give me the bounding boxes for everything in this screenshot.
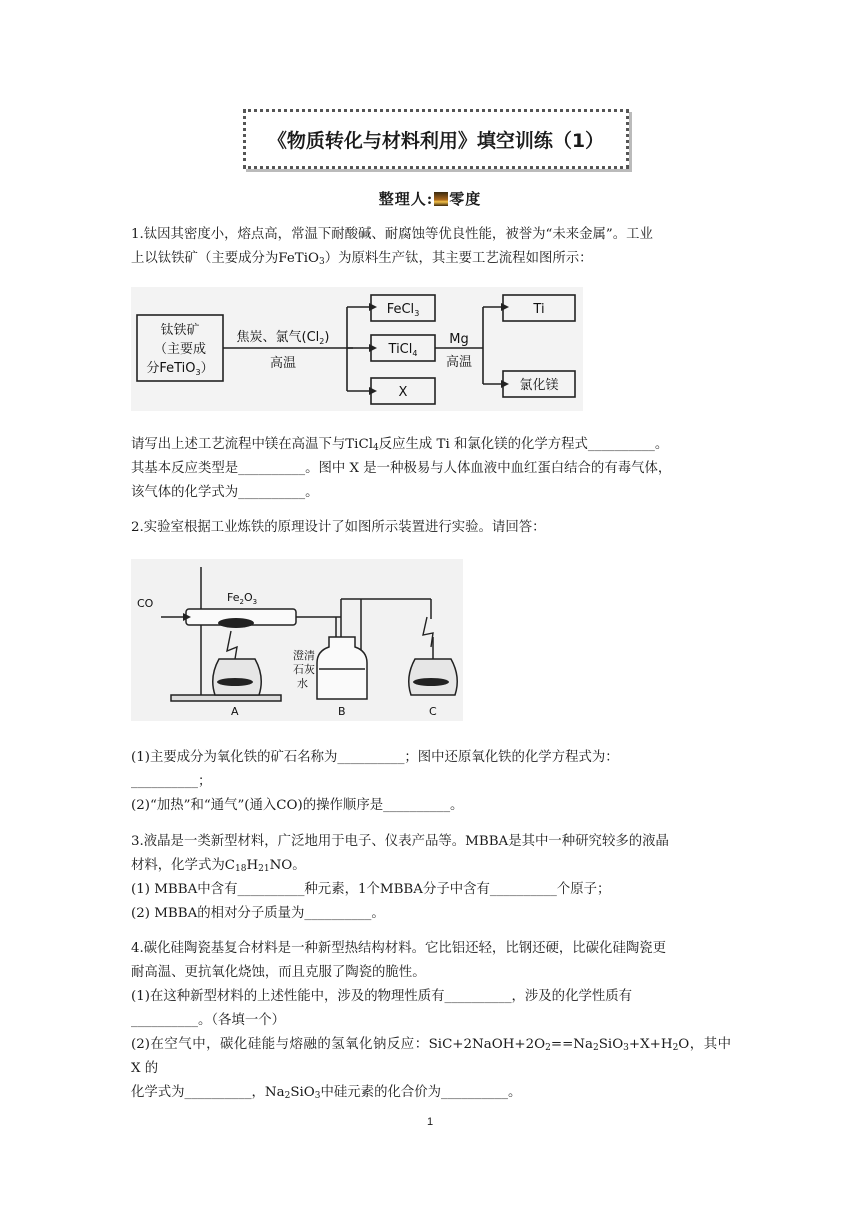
q4-intro-line-1: 4.碳化硅陶瓷基复合材料是一种新型热结构材料。它比铝还轻，比钢还硬，比碳化硅陶瓷更 [131,941,667,956]
q1-question-1 [131,433,731,457]
q1-sub: 3 [318,257,325,267]
source-label-1: 钛铁矿 [160,323,200,338]
reagent-condition: 高温 [269,356,297,371]
page-number: 1 [426,1116,434,1128]
output-ti: Ti [533,302,545,317]
label-a: A [231,705,239,718]
q3-intro-text-end: NO。 [269,858,306,873]
q4-q2b-1: 化学式为__________，Na [131,1085,285,1100]
q1-intro [131,223,731,271]
q3-h: H [246,858,259,873]
limewater-label-2: 石灰 [293,663,315,676]
q4-eq-2: ==Na [550,1037,593,1052]
q2-apparatus-diagram [131,559,463,721]
q4-question-1: (1)在这种新型材料的上述性能中，涉及的物理性质有__________，涉及的化学性质有 [131,989,633,1004]
limewater-label-3: 水 [297,677,308,690]
q4-eq-3: SiO [598,1037,624,1052]
source-label-2: （主要成 [153,342,207,357]
source-label-3: 分FeTiO$_3$） [146,361,214,377]
q4-question-2-cont [131,1081,731,1105]
q3-intro-line-1: 3.液晶是一类新型材料，广泛地用于电子、仪表产品等。MBBA是其中一种研究较多的液晶 [131,834,669,849]
mg-condition: 高温 [445,355,473,370]
q3-intro-text: 材料，化学式为C [131,858,235,873]
q1-q1-text-end: 反应生成 Ti 和氯化镁的化学方程式__________。 [378,437,669,452]
q3-block [131,830,731,926]
q4-q2b-sub-2: 3 [314,1091,321,1101]
label-b: B [338,705,346,718]
author-line [0,188,860,209]
q4-block [131,937,731,1105]
q4-eq-sub-4: 2 [672,1043,679,1053]
product-x: X [398,385,408,400]
q4-eq-1: (2)在空气中，碳化硅能与熔融的氢氧化钠反应：SiC+2NaOH+2O [131,1037,546,1052]
q2-intro-line: 2.实验室根据工业炼铁的原理设计了如图所示装置进行实验。请回答： [131,520,546,535]
q4-eq-4: +X+H [628,1037,673,1052]
q4-eq-sub-3: 3 [623,1043,629,1053]
q3-question-1: (1) MBBA中含有__________种元素，1个MBBA分子中含有__________个原子； [131,882,611,897]
title-text: 《物质转化与材料利用》填空训练（1） [267,129,605,152]
q4-eq-sub-2: 2 [593,1043,599,1053]
q1-q1-text: 请写出上述工艺流程中镁在高温下与TiCl [131,437,373,452]
q4-eq-5: O，其中 X 的 [131,1037,731,1076]
q1-q1-sub: 4 [373,443,379,453]
product-fecl3: FeCl$_3$ [386,302,420,318]
q3-sub-2: 21 [258,864,270,874]
author-label: 整理人: [378,190,434,208]
author-name: 零度 [449,190,482,208]
product-ticl4: TiCl$_4$ [388,342,418,358]
co-label: CO [137,597,154,610]
q1-intro-text-end: ）为原料生产钛，其主要工艺流程如图所示： [324,251,593,266]
q4-q2b-2: SiO [290,1085,315,1100]
mg-label: Mg [449,332,469,347]
q1-intro-line-1: 1.钛因其密度小，熔点高，常温下耐酸碱、耐腐蚀等优良性能，被誉为“未来金属”。工业 [131,227,653,242]
fe2o3-label: $Fe_2O_3$ [227,591,258,606]
q3-question-2: (2) MBBA的相对分子质量为__________。 [131,906,385,921]
q1-questions [131,433,731,505]
q4-q2b-3: 中硅元素的化合价为__________。 [320,1085,522,1100]
q4-eq-sub-1: 2 [545,1043,551,1053]
reagent-label: 焦炭、氯气$(Cl_2)$ [236,330,330,346]
q4-intro-line-2: 耐高温、更抗氧化烧蚀，而且克服了陶瓷的脆性。 [131,965,426,980]
q2-question-1: (1)主要成分为氧化铁的矿石名称为__________；图中还原氧化铁的化学方程式为： [131,750,619,765]
q3-intro-line-2 [131,854,731,878]
q1-process-flow-diagram [131,287,583,411]
q4-question-1-cont: __________。（各填一个） [131,1013,285,1028]
q1-question-2: 其基本反应类型是__________。图中 X 是一种极易与人体血液中血红蛋白结合的有毒气体， [131,461,672,476]
q3-sub-1: 18 [234,864,247,874]
author-avatar-icon [434,192,448,206]
output-mgcl2: 氯化镁 [519,378,559,393]
q2-question-1-cont: __________； [131,774,212,789]
page-title [243,109,629,169]
q2-intro [131,516,731,540]
q1-question-3: 该气体的化学式为__________。 [131,485,319,500]
q4-q2b-sub-1: 2 [284,1091,291,1101]
label-c: C [429,705,437,718]
q2-questions [131,746,731,818]
q1-intro-line-2 [131,247,731,271]
q4-question-2 [131,1033,731,1081]
limewater-label-1: 澄清 [293,649,315,662]
q2-question-2: (2)“加热”和“通气”(通入CO)的操作顺序是__________。 [131,798,464,813]
q1-intro-text: 上以钛铁矿（主要成分为FeTiO [131,251,319,266]
